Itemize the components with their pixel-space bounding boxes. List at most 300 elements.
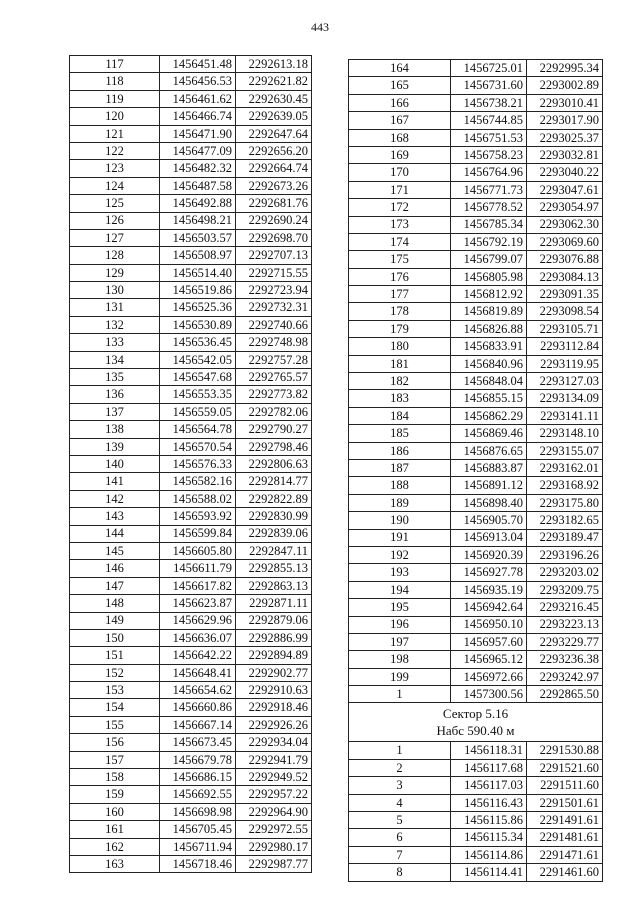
x-coordinate: 1456114.41 — [451, 864, 527, 881]
x-coordinate: 1456451.48 — [160, 56, 236, 73]
y-coordinate: 2292987.77 — [236, 855, 312, 872]
y-coordinate: 2292613.18 — [236, 56, 312, 73]
table-row — [70, 786, 312, 803]
point-number: 137 — [70, 403, 160, 420]
x-coordinate: 1456698.98 — [160, 803, 236, 820]
table-row — [70, 282, 312, 299]
y-coordinate: 2293017.90 — [527, 112, 603, 129]
table-row — [349, 864, 603, 881]
y-coordinate: 2292673.26 — [236, 177, 312, 194]
y-coordinate: 2292621.82 — [236, 73, 312, 90]
y-coordinate: 2293112.84 — [527, 338, 603, 355]
point-number: 148 — [70, 595, 160, 612]
table-row — [349, 146, 603, 163]
x-coordinate: 1456542.05 — [160, 351, 236, 368]
table-row — [70, 455, 312, 472]
x-coordinate: 1456547.68 — [160, 369, 236, 386]
table-row — [349, 233, 603, 250]
y-coordinate: 2293084.13 — [527, 268, 603, 285]
point-number: 152 — [70, 664, 160, 681]
y-coordinate: 2292656.20 — [236, 142, 312, 159]
table-row — [349, 494, 603, 511]
point-number: 175 — [349, 251, 451, 268]
x-coordinate: 1456617.82 — [160, 577, 236, 594]
sector-title: Сектор 5.16 — [442, 706, 509, 722]
y-coordinate: 2292865.50 — [527, 686, 603, 703]
x-coordinate: 1456819.89 — [451, 303, 527, 320]
point-number: 183 — [349, 390, 451, 407]
y-coordinate: 2293032.81 — [527, 146, 603, 163]
point-number: 159 — [70, 786, 160, 803]
point-number: 140 — [70, 455, 160, 472]
y-coordinate: 2292941.79 — [236, 751, 312, 768]
table-row — [70, 577, 312, 594]
point-number: 164 — [349, 60, 451, 77]
y-coordinate: 2292830.99 — [236, 508, 312, 525]
y-coordinate: 2293091.35 — [527, 286, 603, 303]
x-coordinate: 1456456.53 — [160, 73, 236, 90]
table-row — [70, 803, 312, 820]
table-row — [349, 777, 603, 794]
x-coordinate: 1456826.88 — [451, 320, 527, 337]
point-number: 119 — [70, 90, 160, 107]
y-coordinate: 2293196.26 — [527, 546, 603, 563]
y-coordinate: 2292972.55 — [236, 821, 312, 838]
y-coordinate: 2293141.11 — [527, 407, 603, 424]
point-number: 155 — [70, 716, 160, 733]
point-number: 153 — [70, 682, 160, 699]
table-row — [349, 599, 603, 616]
point-number: 131 — [70, 299, 160, 316]
y-coordinate: 2292839.06 — [236, 525, 312, 542]
point-number: 154 — [70, 699, 160, 716]
y-coordinate: 2292647.64 — [236, 125, 312, 142]
x-coordinate: 1456461.62 — [160, 90, 236, 107]
y-coordinate: 2293062.30 — [527, 216, 603, 233]
point-number: 146 — [70, 560, 160, 577]
table-row — [349, 216, 603, 233]
y-coordinate: 2292902.77 — [236, 664, 312, 681]
table-row — [70, 508, 312, 525]
point-number: 141 — [70, 473, 160, 490]
table-row — [349, 529, 603, 546]
x-coordinate: 1456711.94 — [160, 838, 236, 855]
y-coordinate: 2292814.77 — [236, 473, 312, 490]
point-number: 150 — [70, 629, 160, 646]
table-row — [349, 459, 603, 476]
table-row — [349, 320, 603, 337]
point-number: 162 — [70, 838, 160, 855]
point-number: 127 — [70, 229, 160, 246]
x-coordinate: 1456805.98 — [451, 268, 527, 285]
table-row — [70, 299, 312, 316]
y-coordinate: 2293162.01 — [527, 459, 603, 476]
point-number: 184 — [349, 407, 451, 424]
table-row — [70, 769, 312, 786]
x-coordinate: 1456559.05 — [160, 403, 236, 420]
y-coordinate: 2293189.47 — [527, 529, 603, 546]
table-row — [349, 181, 603, 198]
point-number: 120 — [70, 108, 160, 125]
y-coordinate: 2293047.61 — [527, 181, 603, 198]
x-coordinate: 1456623.87 — [160, 595, 236, 612]
y-coordinate: 2292995.34 — [527, 60, 603, 77]
x-coordinate: 1456778.52 — [451, 199, 527, 216]
x-coordinate: 1456862.29 — [451, 407, 527, 424]
x-coordinate: 1456508.97 — [160, 247, 236, 264]
sector-title-row — [349, 703, 603, 742]
y-coordinate: 2291461.60 — [527, 864, 603, 881]
y-coordinate: 2292681.76 — [236, 195, 312, 212]
y-coordinate: 2292910.63 — [236, 682, 312, 699]
y-coordinate: 2293203.02 — [527, 564, 603, 581]
table-row — [70, 699, 312, 716]
point-number: 158 — [70, 769, 160, 786]
table-row — [70, 386, 312, 403]
table-row — [70, 664, 312, 681]
y-coordinate: 2292879.06 — [236, 612, 312, 629]
point-number: 132 — [70, 316, 160, 333]
point-number: 128 — [70, 247, 160, 264]
point-number: 160 — [70, 803, 160, 820]
point-number: 133 — [70, 334, 160, 351]
table-row — [349, 199, 603, 216]
x-coordinate: 1456599.84 — [160, 525, 236, 542]
point-number: 125 — [70, 195, 160, 212]
y-coordinate: 2293168.92 — [527, 477, 603, 494]
x-coordinate: 1456965.12 — [451, 651, 527, 668]
y-coordinate: 2292871.11 — [236, 595, 312, 612]
y-coordinate: 2291501.61 — [527, 794, 603, 811]
x-coordinate: 1456498.21 — [160, 212, 236, 229]
point-number: 129 — [70, 264, 160, 281]
x-coordinate: 1456582.16 — [160, 473, 236, 490]
table-row — [349, 338, 603, 355]
table-row — [70, 629, 312, 646]
x-coordinate: 1456883.87 — [451, 459, 527, 476]
y-coordinate: 2292847.11 — [236, 542, 312, 559]
x-coordinate: 1456564.78 — [160, 421, 236, 438]
y-coordinate: 2292822.89 — [236, 490, 312, 507]
x-coordinate: 1456898.40 — [451, 494, 527, 511]
x-coordinate: 1456833.91 — [451, 338, 527, 355]
y-coordinate: 2293134.09 — [527, 390, 603, 407]
table-row — [349, 77, 603, 94]
point-number: 138 — [70, 421, 160, 438]
x-coordinate: 1456792.19 — [451, 233, 527, 250]
x-coordinate: 1456118.31 — [451, 742, 527, 759]
table-row — [349, 759, 603, 776]
y-coordinate: 2292757.28 — [236, 351, 312, 368]
point-number: 124 — [70, 177, 160, 194]
y-coordinate: 2293182.65 — [527, 512, 603, 529]
y-coordinate: 2292664.74 — [236, 160, 312, 177]
table-row — [70, 421, 312, 438]
x-coordinate: 1456876.65 — [451, 442, 527, 459]
x-coordinate: 1456667.14 — [160, 716, 236, 733]
x-coordinate: 1456570.54 — [160, 438, 236, 455]
point-number: 182 — [349, 373, 451, 390]
y-coordinate: 2292740.66 — [236, 316, 312, 333]
y-coordinate: 2292790.27 — [236, 421, 312, 438]
y-coordinate: 2293209.75 — [527, 581, 603, 598]
y-coordinate: 2292782.06 — [236, 403, 312, 420]
point-number: 121 — [70, 125, 160, 142]
x-coordinate: 1456942.64 — [451, 599, 527, 616]
x-coordinate: 1456799.07 — [451, 251, 527, 268]
y-coordinate: 2293076.88 — [527, 251, 603, 268]
y-coordinate: 2293236.38 — [527, 651, 603, 668]
point-number: 126 — [70, 212, 160, 229]
x-coordinate: 1456605.80 — [160, 542, 236, 559]
table-row — [70, 855, 312, 872]
table-row — [70, 160, 312, 177]
point-number: 136 — [70, 386, 160, 403]
x-coordinate: 1456642.22 — [160, 647, 236, 664]
point-number: 161 — [70, 821, 160, 838]
page-number: 443 — [311, 20, 329, 34]
x-coordinate: 1456731.60 — [451, 77, 527, 94]
table-row — [349, 60, 603, 77]
x-coordinate: 1456636.07 — [160, 629, 236, 646]
point-number: 177 — [349, 286, 451, 303]
x-coordinate: 1456848.04 — [451, 373, 527, 390]
table-row — [349, 164, 603, 181]
x-coordinate: 1456536.45 — [160, 334, 236, 351]
y-coordinate: 2292765.57 — [236, 369, 312, 386]
x-coordinate: 1457300.56 — [451, 686, 527, 703]
x-coordinate: 1456920.39 — [451, 546, 527, 563]
table-row — [349, 355, 603, 372]
y-coordinate: 2292806.63 — [236, 455, 312, 472]
point-number: 118 — [70, 73, 160, 90]
point-number: 145 — [70, 542, 160, 559]
point-number: 149 — [70, 612, 160, 629]
point-number: 194 — [349, 581, 451, 598]
point-number: 142 — [70, 490, 160, 507]
table-row — [70, 142, 312, 159]
table-row — [349, 94, 603, 111]
point-number: 117 — [70, 56, 160, 73]
x-coordinate: 1456692.55 — [160, 786, 236, 803]
point-number: 185 — [349, 425, 451, 442]
point-number: 172 — [349, 199, 451, 216]
y-coordinate: 2292773.82 — [236, 386, 312, 403]
table-row — [349, 616, 603, 633]
y-coordinate: 2293010.41 — [527, 94, 603, 111]
point-number: 151 — [70, 647, 160, 664]
x-coordinate: 1456725.01 — [451, 60, 527, 77]
x-coordinate: 1456905.70 — [451, 512, 527, 529]
table-row — [349, 303, 603, 320]
y-coordinate: 2292715.55 — [236, 264, 312, 281]
point-number: 2 — [349, 759, 451, 776]
table-row — [349, 581, 603, 598]
table-row — [70, 821, 312, 838]
point-number: 147 — [70, 577, 160, 594]
x-coordinate: 1456686.15 — [160, 769, 236, 786]
x-coordinate: 1456588.02 — [160, 490, 236, 507]
x-coordinate: 1456553.35 — [160, 386, 236, 403]
table-row — [70, 229, 312, 246]
y-coordinate: 2292707.13 — [236, 247, 312, 264]
y-coordinate: 2292630.45 — [236, 90, 312, 107]
table-row — [70, 247, 312, 264]
y-coordinate: 2293025.37 — [527, 129, 603, 146]
point-number: 198 — [349, 651, 451, 668]
table-row — [70, 195, 312, 212]
x-coordinate: 1456840.96 — [451, 355, 527, 372]
coordinates-table-left — [69, 55, 312, 873]
table-row — [70, 212, 312, 229]
x-coordinate: 1456913.04 — [451, 529, 527, 546]
y-coordinate: 2293223.13 — [527, 616, 603, 633]
table-row — [70, 560, 312, 577]
table-row — [70, 369, 312, 386]
point-number: 169 — [349, 146, 451, 163]
x-coordinate: 1456758.23 — [451, 146, 527, 163]
table-row — [70, 716, 312, 733]
point-number: 4 — [349, 794, 451, 811]
y-coordinate: 2292698.70 — [236, 229, 312, 246]
table-row — [70, 351, 312, 368]
x-coordinate: 1456487.58 — [160, 177, 236, 194]
y-coordinate: 2291511.60 — [527, 777, 603, 794]
point-number: 122 — [70, 142, 160, 159]
y-coordinate: 2292894.89 — [236, 647, 312, 664]
x-coordinate: 1456812.92 — [451, 286, 527, 303]
x-coordinate: 1456855.15 — [451, 390, 527, 407]
table-row — [349, 846, 603, 863]
y-coordinate: 2292855.13 — [236, 560, 312, 577]
x-coordinate: 1456785.34 — [451, 216, 527, 233]
table-row — [70, 595, 312, 612]
table-row — [349, 812, 603, 829]
y-coordinate: 2293054.97 — [527, 199, 603, 216]
y-coordinate: 2292723.94 — [236, 282, 312, 299]
y-coordinate: 2291521.60 — [527, 759, 603, 776]
table-row — [70, 90, 312, 107]
table-row — [349, 442, 603, 459]
point-number: 1 — [349, 686, 451, 703]
table-row — [70, 125, 312, 142]
x-coordinate: 1456972.66 — [451, 668, 527, 685]
y-coordinate: 2291530.88 — [527, 742, 603, 759]
point-number: 192 — [349, 546, 451, 563]
table-row — [70, 73, 312, 90]
x-coordinate: 1456492.88 — [160, 195, 236, 212]
point-number: 123 — [70, 160, 160, 177]
y-coordinate: 2292918.46 — [236, 699, 312, 716]
x-coordinate: 1456482.32 — [160, 160, 236, 177]
point-number: 173 — [349, 216, 451, 233]
y-coordinate: 2292863.13 — [236, 577, 312, 594]
point-number: 7 — [349, 846, 451, 863]
table-row — [349, 373, 603, 390]
x-coordinate: 1456629.96 — [160, 612, 236, 629]
point-number: 186 — [349, 442, 451, 459]
x-coordinate: 1456514.40 — [160, 264, 236, 281]
table-row — [349, 794, 603, 811]
table-row — [70, 316, 312, 333]
table-row — [70, 838, 312, 855]
x-coordinate: 1456751.53 — [451, 129, 527, 146]
x-coordinate: 1456648.41 — [160, 664, 236, 681]
table-row — [70, 56, 312, 73]
point-number: 5 — [349, 812, 451, 829]
y-coordinate: 2292690.24 — [236, 212, 312, 229]
x-coordinate: 1456673.45 — [160, 734, 236, 751]
point-number: 180 — [349, 338, 451, 355]
sector-subtitle: Набс 590.40 м — [436, 723, 515, 739]
x-coordinate: 1456950.10 — [451, 616, 527, 633]
x-coordinate: 1456935.19 — [451, 581, 527, 598]
y-coordinate: 2292949.52 — [236, 769, 312, 786]
y-coordinate: 2291491.61 — [527, 812, 603, 829]
point-number: 130 — [70, 282, 160, 299]
y-coordinate: 2293148.10 — [527, 425, 603, 442]
table-row — [70, 490, 312, 507]
point-number: 1 — [349, 742, 451, 759]
point-number: 196 — [349, 616, 451, 633]
y-coordinate: 2291481.61 — [527, 829, 603, 846]
table-row — [70, 751, 312, 768]
y-coordinate: 2292934.04 — [236, 734, 312, 751]
table-row — [349, 742, 603, 759]
point-number: 199 — [349, 668, 451, 685]
y-coordinate: 2293069.60 — [527, 233, 603, 250]
point-number: 170 — [349, 164, 451, 181]
y-coordinate: 2293040.22 — [527, 164, 603, 181]
x-coordinate: 1456927.78 — [451, 564, 527, 581]
table-row — [70, 542, 312, 559]
table-row — [349, 829, 603, 846]
point-number: 8 — [349, 864, 451, 881]
point-number: 174 — [349, 233, 451, 250]
table-row — [70, 473, 312, 490]
x-coordinate: 1456114.86 — [451, 846, 527, 863]
point-number: 193 — [349, 564, 451, 581]
x-coordinate: 1456705.45 — [160, 821, 236, 838]
point-number: 156 — [70, 734, 160, 751]
point-number: 168 — [349, 129, 451, 146]
table-row — [349, 251, 603, 268]
point-number: 163 — [70, 855, 160, 872]
table-row — [70, 334, 312, 351]
table-row — [349, 546, 603, 563]
point-number: 166 — [349, 94, 451, 111]
x-coordinate: 1456679.78 — [160, 751, 236, 768]
point-number: 135 — [70, 369, 160, 386]
point-number: 179 — [349, 320, 451, 337]
table-row — [70, 403, 312, 420]
y-coordinate: 2292748.98 — [236, 334, 312, 351]
coordinates-table-right — [348, 59, 603, 882]
x-coordinate: 1456503.57 — [160, 229, 236, 246]
x-coordinate: 1456519.86 — [160, 282, 236, 299]
point-number: 191 — [349, 529, 451, 546]
sector-title-cell — [349, 703, 603, 742]
point-number: 6 — [349, 829, 451, 846]
table-row — [349, 633, 603, 650]
table-row — [349, 564, 603, 581]
x-coordinate: 1456466.74 — [160, 108, 236, 125]
point-number: 178 — [349, 303, 451, 320]
sector-table-body — [349, 742, 603, 881]
table-row — [70, 612, 312, 629]
table-row — [349, 268, 603, 285]
table-row — [349, 425, 603, 442]
